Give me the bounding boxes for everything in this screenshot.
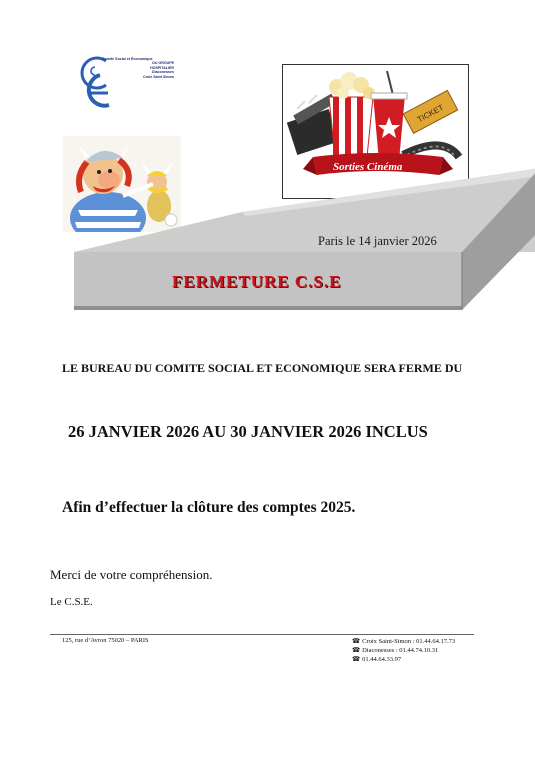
footer-divider (50, 634, 474, 635)
ticket-label: TICKET (415, 102, 446, 125)
logo-line: Diaconesses (152, 70, 174, 75)
thanks-text: Merci de votre compréhension. (50, 567, 213, 582)
footer-contacts (352, 637, 455, 664)
phone-icon: ☎ (352, 655, 361, 663)
logo-line: HOSPITALIER (150, 65, 174, 70)
phone-icon: ☎ (352, 646, 361, 654)
closure-reason: Afin d’effectuer la clôture des comptes 2025. (62, 499, 356, 516)
phone-line (352, 655, 455, 664)
phone-line (352, 646, 455, 655)
logo-line: Croix Saint Simon (143, 74, 174, 79)
footer-address: 125, rue d’Avron 75020 – PARIS (62, 637, 149, 644)
phone-text: Croix Saint-Simon : 01.44.64.17.73 (362, 638, 456, 645)
logo-line: DU GROUPE (152, 61, 174, 66)
phone-line (352, 637, 455, 646)
page-title: FERMETURE C.S.E (172, 272, 342, 291)
popcorn-icon (329, 72, 375, 157)
logo-text (102, 57, 174, 79)
header-banner (70, 160, 535, 320)
phone-text: Diaconesses : 01.44.74.10.31 (362, 647, 439, 654)
announcement-text: LE BUREAU DU COMITE SOCIAL ET ECONOMIQUE SERA FERME DU (62, 361, 463, 375)
cse-logo (80, 55, 172, 110)
cinema-banner-text: Sorties Cinéma (333, 161, 403, 173)
ticket-icon (403, 90, 457, 133)
phone-text: 01.44.64.33.97 (362, 656, 402, 663)
drink-cup-icon (371, 71, 407, 161)
signature: Le C.S.E. (50, 596, 93, 608)
document-date: Paris le 14 janvier 2026 (318, 234, 437, 248)
logo-line: Comité Social et Économique (102, 57, 153, 61)
phone-icon: ☎ (352, 637, 361, 645)
closure-period: 26 JANVIER 2026 AU 30 JANVIER 2026 INCLUS (68, 422, 428, 441)
